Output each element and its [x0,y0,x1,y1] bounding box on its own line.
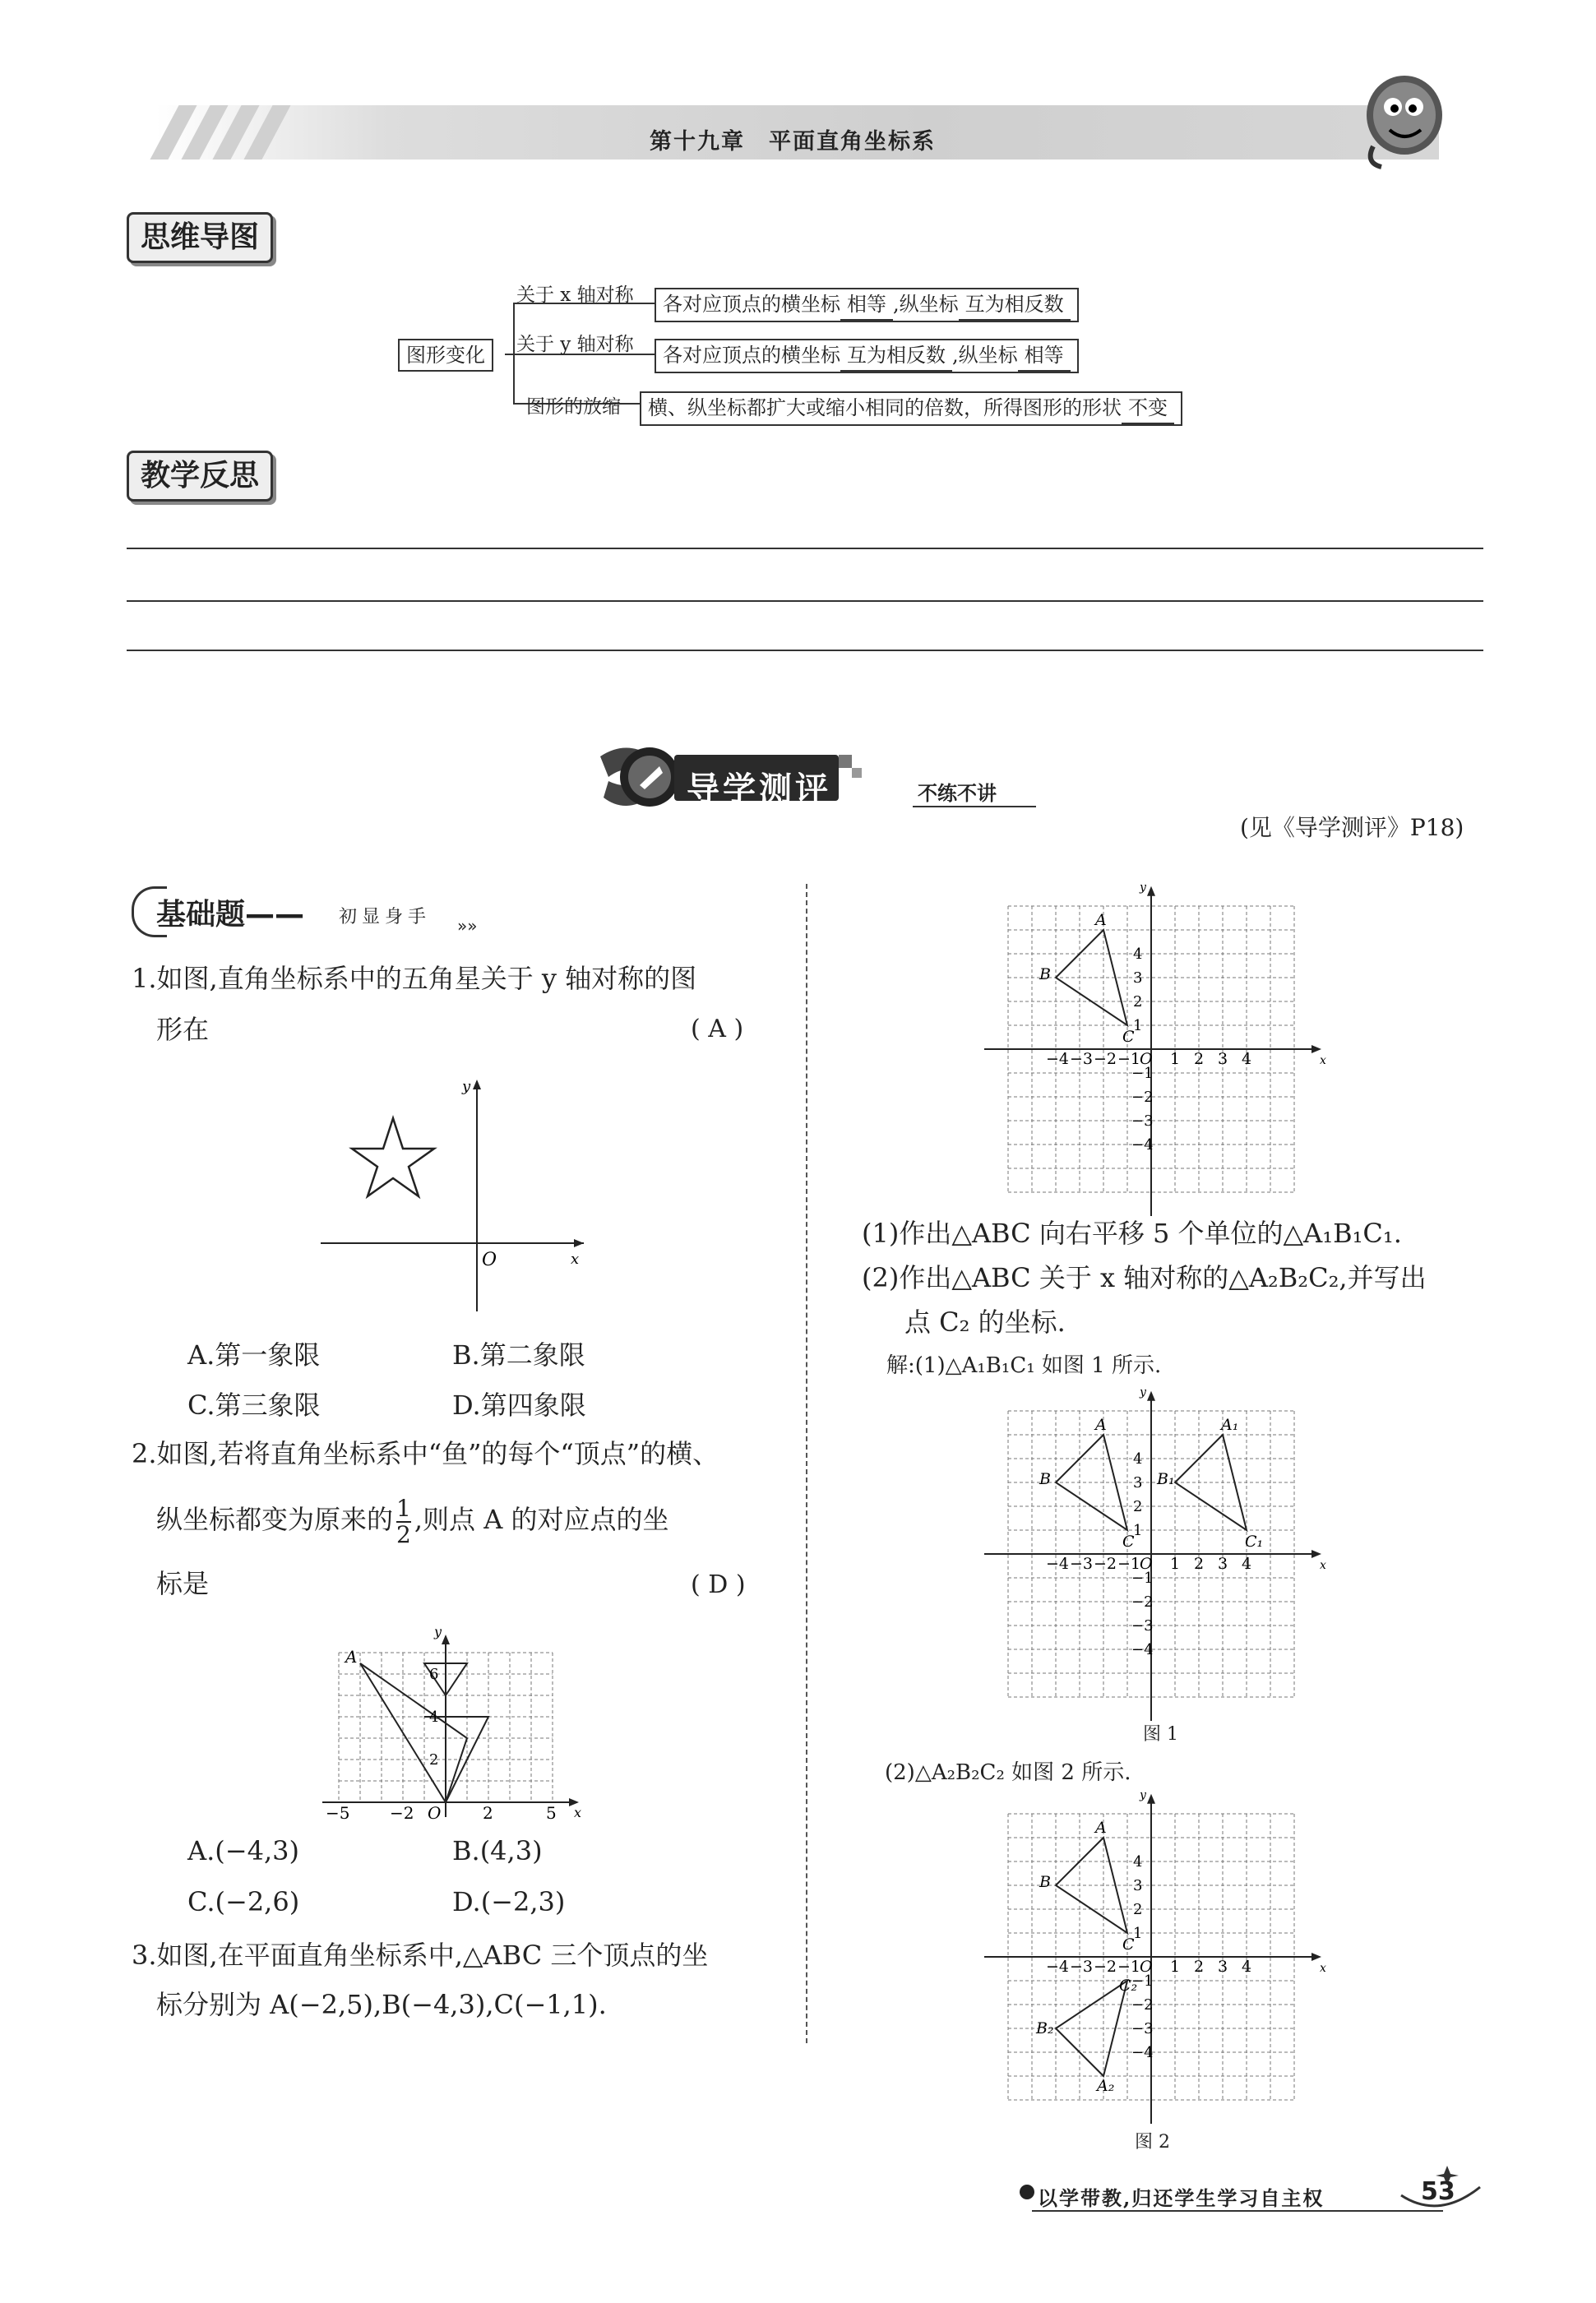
q2-option-d: D.(−2,3) [452,1886,566,1917]
x-tick-label: −1 [1117,1555,1141,1573]
footer-line [1032,2210,1443,2212]
x-tick-label: 3 [1218,1050,1228,1068]
y-tick-label: 3 [1133,1474,1143,1491]
y-tick-label: 4 [1133,946,1143,963]
vertex-label: A [1095,1819,1107,1837]
chevrons-icon: »» [457,916,478,936]
q2-ytick: 6 [429,1666,439,1683]
y-tick-label: 2 [1133,1498,1143,1515]
x-tick-label: 1 [1170,1555,1181,1573]
x-tick-label: −3 [1070,1050,1094,1068]
y-axis-label: y [1140,1385,1146,1399]
reflection-line [127,650,1483,651]
x-tick-label: 2 [1194,1050,1205,1068]
y-axis-arrow-icon [1147,1794,1155,1804]
reflection-line [127,600,1483,602]
x-axis-arrow-icon [1311,1045,1321,1053]
y-tick-label: 3 [1133,969,1143,987]
q3-part1: (1)作出△ABC 向右平移 5 个单位的△A₁B₁C₁. [862,1218,1402,1249]
y-tick-label: −3 [1131,1617,1154,1635]
mascot-icon [1357,64,1455,171]
y-axis-label: y [1140,1788,1146,1802]
y-tick-label: −1 [1131,1065,1154,1082]
q2-xtick: 2 [483,1803,493,1823]
q2-x-label: x [574,1805,582,1820]
q2-text-line1: 2.如图,若将直角坐标系中“鱼”的每个“顶点”的横、 [132,1438,719,1469]
q2-xtick: 5 [546,1803,557,1823]
x-tick-label: −4 [1046,1958,1070,1976]
daoxue-reference: (见《导学测评》P18) [1240,814,1464,841]
y-tick-label: −2 [1131,1593,1154,1611]
x-tick-label: −2 [1094,1050,1117,1068]
section-subtitle: 初显身手 [339,907,432,927]
q3-solution1: 解:(1)△A₁B₁C₁ 如图 1 所示. [886,1353,1162,1378]
y-tick-label: −4 [1131,1641,1154,1658]
branch-label-scale: 图形的放缩 [526,396,621,418]
x-tick-label: O [1140,1958,1153,1976]
chapter-title: 第十九章 平面直角坐标系 [650,129,936,155]
q2-xtick: −5 [326,1803,350,1823]
x-tick-label: −1 [1117,1958,1141,1976]
x-tick-label: O [1140,1050,1153,1068]
q3-part2-line2: 点 C₂ 的坐标. [904,1306,1066,1338]
x-tick-label: 4 [1242,1958,1252,1976]
branch-label-y: 关于 y 轴对称 [516,334,634,355]
q3-original-figure [995,881,1326,1197]
q1-text-line1: 1.如图,直角坐标系中的五角星关于 y 轴对称的图 [132,963,697,994]
q2-answer: ( D ) [691,1570,746,1599]
y-tick-label: 2 [1133,993,1143,1010]
y-tick-label: −4 [1131,1136,1154,1154]
y-tick-label: −3 [1131,1112,1154,1130]
y-axis-label: y [1140,881,1146,895]
y-tick-label: −2 [1131,1996,1154,2014]
q2-origin: O [428,1803,442,1823]
mindmap-tag: 思维导图 [127,212,273,263]
mindmap-root: 图形变化 [398,339,493,372]
x-tick-label: 2 [1194,1958,1205,1976]
footer-slogan: 以学带教,归还学生学习自主权 [1038,2186,1325,2210]
mindmap-leaf-x: 各对应顶点的横坐标 相等 ,纵坐标 互为相反数 [655,288,1079,322]
x-tick-label: 4 [1242,1555,1252,1573]
x-tick-label: 4 [1242,1050,1252,1068]
column-divider [806,884,807,2043]
q2-text-line3: 标是 [156,1568,210,1599]
vertex-label: A₂ [1097,2077,1115,2095]
y-tick-label: −2 [1131,1089,1154,1106]
figure2-caption: 图 2 [1135,2132,1170,2153]
q3-text-line2: 标分别为 A(−2,5),B(−4,3),C(−1,1). [156,1989,607,2020]
q1-option-a: A.第一象限 [187,1339,321,1371]
vertex-label: C [1122,1028,1135,1046]
daoxue-title: 导学测评 [687,770,831,808]
vertex-label: C [1122,1935,1135,1954]
q1-option-c: C.第三象限 [187,1390,321,1421]
branch-label-x: 关于 x 轴对称 [516,284,634,306]
x-axis-label: x [1320,1962,1326,1975]
y-axis-arrow-icon [1147,1391,1155,1401]
vertex-label: B [1039,965,1051,983]
x-tick-label: −3 [1070,1555,1094,1573]
daoxue-subtitle: 不练不讲 [918,782,997,805]
reflection-line [127,548,1483,549]
q1-text-line2: 形在 [156,1014,210,1045]
vertex-label: B₁ [1157,1470,1175,1488]
q1-origin-label: O [482,1250,497,1270]
q1-option-d: D.第四象限 [452,1390,586,1421]
x-tick-label: −3 [1070,1958,1094,1976]
q2-option-b: B.(4,3) [452,1835,543,1866]
page-number: 53 [1421,2177,1455,2206]
q2-option-c: C.(−2,6) [187,1886,300,1917]
q1-option-b: B.第二象限 [452,1339,585,1371]
x-axis-arrow-icon [1311,1550,1321,1558]
x-axis-arrow-icon [1311,1953,1321,1961]
y-axis-arrow-icon [1147,886,1155,896]
y-tick-label: 1 [1133,1522,1143,1539]
q3-text-line1: 3.如图,在平面直角坐标系中,△ABC 三个顶点的坐 [132,1940,709,1971]
y-tick-label: −4 [1131,2044,1154,2061]
mindmap-leaf-y: 各对应顶点的横坐标 互为相反数 ,纵坐标 相等 [655,339,1079,373]
q3-solution2: (2)△A₂B₂C₂ 如图 2 所示. [885,1760,1131,1785]
x-tick-label: 2 [1194,1555,1205,1573]
q3-part2-line1: (2)作出△ABC 关于 x 轴对称的△A₂B₂C₂,并写出 [862,1262,1427,1293]
q1-y-label: y [462,1078,471,1095]
q1-figure [321,1073,592,1320]
y-tick-label: −3 [1131,2020,1154,2037]
q2-point-a: A [345,1647,358,1667]
x-tick-label: 1 [1170,1958,1181,1976]
q2-figure [314,1620,594,1825]
y-tick-label: −1 [1131,1972,1154,1990]
q2-option-a: A.(−4,3) [187,1835,299,1866]
q2-xtick: −2 [390,1803,414,1823]
x-tick-label: −2 [1094,1958,1117,1976]
figure1-caption: 图 1 [1143,1724,1178,1745]
q2-text-line2: 纵坐标都变为原来的 $\frac{1}{2}$ ,则点 A 的对应点的坐 [156,1494,669,1548]
y-tick-label: 4 [1133,1853,1143,1871]
q2-ytick: 4 [429,1709,439,1726]
vertex-label: C₂ [1119,1977,1138,1995]
x-tick-label: −4 [1046,1555,1070,1573]
x-tick-label: −1 [1117,1050,1141,1068]
q2-ytick: 2 [429,1751,439,1769]
x-tick-label: O [1140,1555,1153,1573]
y-tick-label: 2 [1133,1901,1143,1918]
y-tick-label: 3 [1133,1877,1143,1894]
x-axis-label: x [1320,1054,1326,1067]
vertex-label: A₁ [1221,1416,1239,1434]
vertex-label: C [1122,1533,1135,1551]
y-tick-label: 1 [1133,1925,1143,1942]
y-tick-label: −1 [1131,1570,1154,1587]
bullet-icon [1020,2185,1034,2199]
vertex-label: A [1095,1416,1107,1434]
y-tick-label: 4 [1133,1450,1143,1468]
section-title: 基础题—— [156,898,305,932]
vertex-label: B [1039,1470,1051,1488]
x-tick-label: −2 [1094,1555,1117,1573]
x-tick-label: 1 [1170,1050,1181,1068]
q3-figure2 [995,1788,1326,2121]
reflection-tag: 教学反思 [127,451,273,502]
vertex-label: B₂ [1036,2019,1054,2037]
q3-figure1 [995,1385,1326,1702]
x-tick-label: 3 [1218,1958,1228,1976]
mindmap-leaf-scale: 横、纵坐标都扩大或缩小相同的倍数，所得图形的形状 不变 [640,391,1182,426]
q1-x-label: x [571,1251,580,1268]
vertex-label: C₁ [1245,1533,1264,1551]
vertex-label: B [1039,1873,1051,1891]
x-tick-label: −4 [1046,1050,1070,1068]
vertex-label: A [1095,911,1107,929]
x-tick-label: 3 [1218,1555,1228,1573]
x-axis-label: x [1320,1559,1326,1572]
y-tick-label: 1 [1133,1017,1143,1034]
q2-y-label: y [434,1624,442,1639]
q1-answer: ( A ) [691,1015,744,1043]
divider [913,806,1036,807]
